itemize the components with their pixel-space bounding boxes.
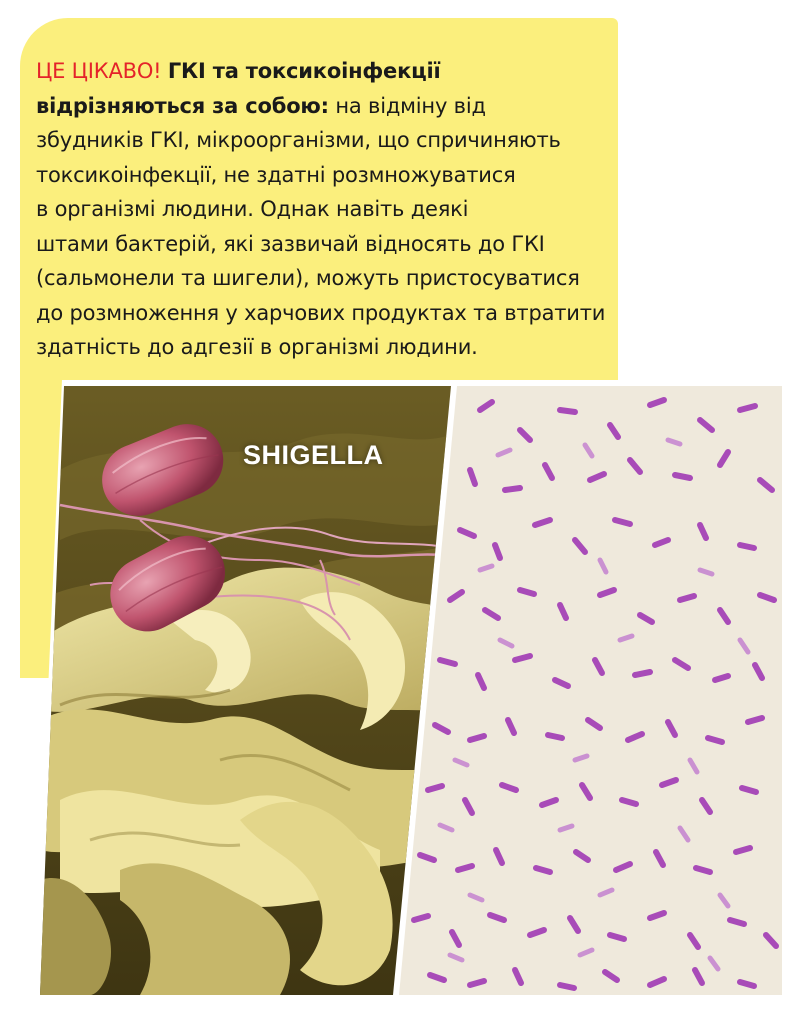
note-line: штами бактерій, які зазвичай відносять до ГКІ [36,231,545,256]
note-line: збудників ГКІ, мікроорганізми, що спричиняють [36,128,561,152]
note-line: здатність до адгезії в організмі людини. [36,335,478,359]
stained-smear [395,380,790,1000]
photo-caption-shigella: SHIGELLA [243,440,384,470]
note-label: ЦЕ ЦІКАВО! [36,59,162,83]
note-line: до розмноження у харчових продуктах та втратити [36,300,606,325]
note-line: токсикоінфекції, не здатні розмножуватися [36,162,516,187]
note-line: (сальмонели та шигели), можуть пристосуватися [36,266,580,290]
note-line: на відміну від [335,93,486,118]
note-line: в організмі людини. Однак навіть деякі [36,197,469,221]
note-lead: ГКІ та токсикоінфекції відрізняються за собою: [36,59,441,118]
